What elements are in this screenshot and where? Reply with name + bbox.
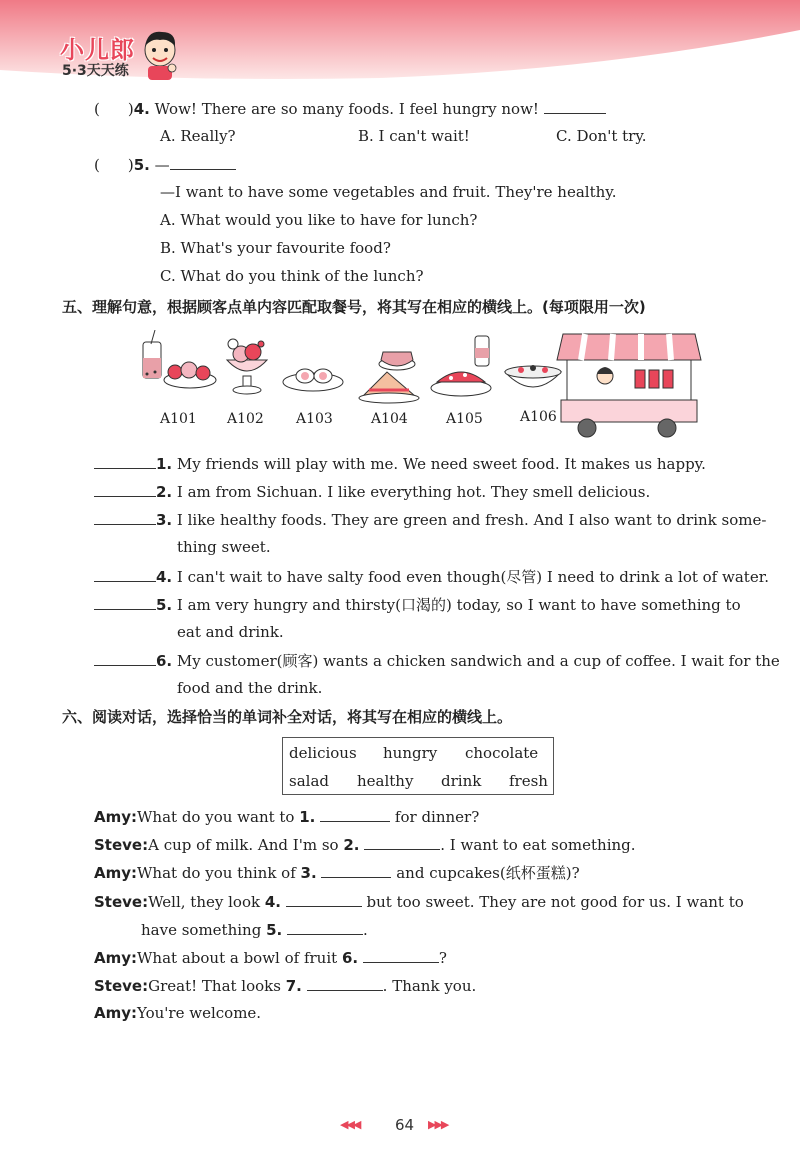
item-text: I can't wait to have salty food even though(尽管) I need to drink a lot of water. [176,568,769,586]
blank-number: 6. [341,949,359,967]
question-stem: Wow! There are so many foods. I feel hungry now! [154,100,539,118]
line-text: . Thank you. [382,977,477,995]
menu-a102-icon [227,339,267,394]
answer-paren-close: ) [127,100,134,118]
answer-blank[interactable] [307,975,383,991]
speaker-label: Steve: [94,977,149,995]
item-number: 1. [156,455,173,473]
q5-stem-line [94,154,236,175]
food-cart-icon [557,334,701,437]
menu-code: A101 [160,411,197,427]
page-footer [340,1118,470,1138]
line-text: . I want to eat something. [440,836,636,854]
brand-name: 小儿郎 [60,36,135,64]
line-text: have something [141,921,267,939]
item-text: My friends will play with me. We need sweet food. It makes us happy. [176,455,706,473]
line-text: but too sweet. They are not good for us. I want to [361,893,744,911]
menu-a105-icon [431,336,491,396]
answer-blank[interactable] [363,947,439,963]
line-text: ? [438,949,447,967]
answer-blank[interactable] [287,919,363,935]
q4-option-c[interactable]: C. Don't try. [556,127,647,145]
word-bank-word: fresh [509,772,548,790]
answer-paren-open: ( [94,156,100,174]
menu-a106-icon [505,365,561,387]
dialogue-line-4 [94,891,744,912]
menu-code: A104 [371,411,408,427]
menu-a104-icon [359,352,419,403]
order-item-2 [94,481,650,502]
word-bank-word: hungry [383,744,438,762]
answer-blank[interactable] [94,566,156,582]
q5-option-b[interactable]: B. What's your favourite food? [160,239,391,257]
menu-code: A103 [296,411,333,427]
blank-number: 1. [299,808,316,826]
dialogue-line-7 [94,1003,261,1023]
speaker-label: Amy: [94,864,138,882]
blank-number: 7. [285,977,302,995]
speaker-label: Amy: [94,808,138,826]
q5-option-a[interactable]: A. What would you like to have for lunch? [160,211,478,229]
section5-title: 五、理解句意，根据顾客点单内容匹配取餐号，将其写在相应的横线上。(每项限用一次) [62,298,646,316]
q4-option-b[interactable]: B. I can't wait! [358,127,470,145]
q5-option-c[interactable]: C. What do you think of the lunch? [160,267,424,285]
next-arrows-icon: ▶▶▶ [428,1118,448,1131]
answer-blank[interactable] [286,891,362,907]
answer-blank[interactable] [94,650,156,666]
word-bank-word: salad [289,772,329,790]
question-stem: — [154,156,170,174]
menu-code: A106 [520,409,557,425]
blank-number: 2. [343,836,360,854]
answer-blank[interactable] [94,509,156,525]
line-text: A cup of milk. And I'm so [148,836,344,854]
speaker-label: Steve: [94,836,149,854]
dialogue-line-6 [94,975,476,996]
question-number: 5. [133,156,150,174]
order-item-4 [94,566,769,587]
line-text: What do you want to [137,808,300,826]
prev-arrows-icon: ◀◀◀ [340,1118,360,1131]
line-text: Great! That looks [148,977,286,995]
dialogue-line-5 [94,947,447,968]
menu-code: A102 [227,411,264,427]
blank-number: 4. [264,893,281,911]
item-number: 6. [156,652,173,670]
menu-a103-icon [283,369,343,391]
speaker-label: Amy: [94,949,138,967]
q5-response: —I want to have some vegetables and fruit. They're healthy. [160,183,617,201]
line-text: What about a bowl of fruit [137,949,342,967]
order-item-5-cont: eat and drink. [177,623,284,641]
dialogue-line-4-cont [141,919,368,940]
order-item-1 [94,453,706,474]
food-menu-illustration [135,330,705,442]
menu-a101-icon [143,330,216,388]
order-item-6 [94,650,780,671]
section6-title: 六、阅读对话，选择恰当的单词补全对话，将其写在相应的横线上。 [62,708,513,726]
line-text: What do you think of [137,864,301,882]
item-text: I am very hungry and thirsty(口渴的) today, so I want to have something to [176,596,741,614]
item-number: 4. [156,568,173,586]
line-text: You're welcome. [137,1004,262,1022]
dialogue-line-2 [94,834,636,855]
line-text: . [363,921,368,939]
dialogue-line-1 [94,806,479,827]
answer-blank[interactable] [94,594,156,610]
question-number: 4. [133,100,150,118]
item-number: 2. [156,483,173,501]
blank-number: 3. [300,864,317,882]
item-text: I am from Sichuan. I like everything hot. They smell delicious. [176,483,651,501]
line-text: and cupcakes(纸杯蛋糕)? [391,864,580,882]
mascot-boy-icon [138,28,182,80]
order-item-3-cont: thing sweet. [177,538,271,556]
word-bank-word: healthy [357,772,414,790]
item-text: I like healthy foods. They are green and fresh. And I also want to drink some- [176,511,767,529]
word-bank-word: delicious [289,744,357,762]
speaker-label: Steve: [94,893,149,911]
order-item-3 [94,509,766,530]
answer-blank[interactable] [321,862,391,878]
item-number: 5. [156,596,173,614]
answer-paren-close: ) [127,156,134,174]
speaker-label: Amy: [94,1004,138,1022]
blank-number: 5. [266,921,283,939]
dialogue-line-3 [94,862,580,883]
answer-blank[interactable] [94,453,156,469]
answer-blank[interactable] [544,98,606,114]
answer-paren-open: ( [94,100,100,118]
word-bank-word: drink [441,772,482,790]
word-bank-word: chocolate [465,744,539,762]
q4-stem-line [94,98,606,119]
item-text: My customer(顾客) wants a chicken sandwich and a cup of coffee. I wait for the [176,652,780,670]
word-bank [282,737,554,795]
answer-blank[interactable] [364,834,440,850]
q4-option-a[interactable]: A. Really? [160,127,236,145]
order-item-6-cont: food and the drink. [177,679,323,697]
answer-blank[interactable] [170,154,236,170]
brand-subtitle: 5·3天天练 [62,63,129,79]
menu-code: A105 [446,411,483,427]
answer-blank[interactable] [320,806,390,822]
line-text: for dinner? [390,808,480,826]
answer-blank[interactable] [94,481,156,497]
item-number: 3. [156,511,173,529]
page-number: 64 [395,1116,415,1134]
line-text: Well, they look [148,893,265,911]
order-item-5 [94,594,741,615]
